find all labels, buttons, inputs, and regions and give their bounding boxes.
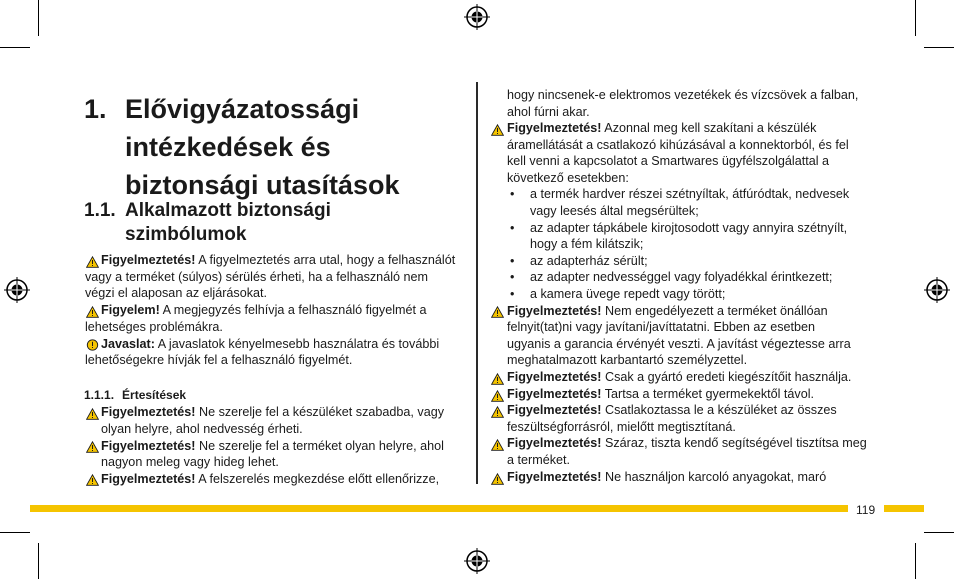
list-item: hogy a fém kilátszik; xyxy=(530,237,644,252)
registration-mark-icon xyxy=(924,277,950,303)
warning-text: Figyelmeztetés! Száraz, tiszta kendő segítségével tisztítsa meg xyxy=(507,436,867,451)
warning-text: Figyelmeztetés! Azonnal meg kell szakítani a készülék xyxy=(507,121,817,135)
crop-mark xyxy=(924,532,954,533)
warning-text: ugyanis a garancia érvényét veszti. A javítást végeztesse arra xyxy=(507,336,851,351)
crop-mark xyxy=(924,47,954,48)
warning-text: Figyelmeztetés! Csatlakoztassa le a készüléket az összes xyxy=(507,403,837,418)
warning-triangle-icon xyxy=(86,256,99,268)
warning-triangle-icon xyxy=(86,408,99,420)
warning-triangle-icon xyxy=(86,441,99,453)
warning-text: felnyit(tat)ni vagy javítani/javíttatatni. Ebben az esetben xyxy=(507,320,816,335)
bullet: • xyxy=(510,253,515,268)
warning-triangle-icon xyxy=(86,306,99,318)
column-divider xyxy=(476,82,478,484)
crop-mark xyxy=(0,47,30,48)
crop-mark xyxy=(38,543,39,579)
warning-triangle-icon xyxy=(491,390,504,402)
subsection-heading xyxy=(84,388,194,402)
page-number: 119 xyxy=(856,503,876,517)
warning-text: Figyelmeztetés! Nem engedélyezett a terméket önállóan xyxy=(507,303,828,318)
subsection-number: 1.1.1. xyxy=(84,388,115,402)
warning-text: Figyelmeztetés! Ne szerelje fel a terméket olyan helyre, ahol xyxy=(101,438,444,453)
registration-mark-icon xyxy=(4,277,30,303)
warning-text: feszültségforrásról, mielőtt megtisztítaná. xyxy=(507,419,736,434)
section-title: Alkalmazott biztonsági szimbólumok xyxy=(125,200,331,245)
registration-mark-icon xyxy=(464,548,490,574)
warning-text: Figyelmeztetés! Csak a gyártó eredeti kiegészítőit használja. xyxy=(507,370,852,384)
warning-text: Figyelmeztetés! Ne szerelje fel a készüléket szabadba, vagy xyxy=(101,405,444,419)
crop-mark xyxy=(0,532,30,533)
section-number: 1.1. xyxy=(84,200,116,221)
symbol-label: Figyelem! xyxy=(101,303,160,317)
symbol-label: Figyelmeztetés! xyxy=(101,253,196,267)
continued-text: hogy nincsenek-e elektromos vezetékek és vízcsövek a falban, xyxy=(507,88,859,102)
warning-triangle-icon xyxy=(491,124,504,136)
symbol-warning-text: Figyelmeztetés! A figyelmeztetés arra utal, hogy a felhasználót xyxy=(101,253,456,267)
warning-triangle-icon xyxy=(491,439,504,451)
warning-text: meghatalmazott karbantartó személyzettel. xyxy=(507,353,748,368)
symbol-label: Javaslat: xyxy=(101,336,155,351)
symbol-caution-text: Figyelem! A megjegyzés felhívja a felhasználó figyelmét a xyxy=(101,303,427,317)
list-item: vagy leesés által megsérültek; xyxy=(530,204,699,218)
continued-text: ahol fúrni akar. xyxy=(507,104,590,119)
warning-triangle-icon xyxy=(86,474,99,486)
crop-mark xyxy=(915,0,916,36)
crop-mark xyxy=(915,543,916,579)
exclamation-circle-icon xyxy=(86,339,99,351)
warning-text: Figyelmeztetés! A felszerelés megkezdése előtt ellenőrizze, xyxy=(101,471,440,486)
warning-text: nagyon meleg vagy hideg lehet. xyxy=(101,455,279,469)
warning-text: következő esetekben: xyxy=(507,170,629,185)
symbol-tip-text: lehetőségekre hívják fel a felhasználó figyelmét. xyxy=(85,353,353,367)
bullet: • xyxy=(510,270,515,285)
warning-text: olyan helyre, ahol nedvesség érheti. xyxy=(101,421,303,436)
bullet: • xyxy=(510,187,515,202)
bullet: • xyxy=(510,287,515,301)
warning-triangle-icon xyxy=(491,373,504,385)
warning-text: a terméket. xyxy=(507,453,570,467)
subsection-title: Értesítések xyxy=(122,388,187,402)
warning-text: áramellátását a csatlakozó kihúzásával a konnektorból, és fel xyxy=(507,137,849,152)
warning-text: Figyelmeztetés! Ne használjon karcoló anyagokat, maró xyxy=(507,469,827,484)
symbol-tip-text: Javaslat: A javaslatok kényelmesebb használatra és további xyxy=(101,336,440,351)
chapter-title: Elővigyázatossági intézkedések és biztonsági utasítások xyxy=(125,94,400,200)
symbol-warning-text: végzi el alaposan az eljárásokat. xyxy=(85,286,268,301)
symbol-caution-text: lehetséges problémákra. xyxy=(85,319,223,334)
warning-triangle-icon xyxy=(491,306,504,318)
footer-accent-bar xyxy=(884,505,924,512)
crop-mark xyxy=(38,0,39,36)
registration-mark-icon xyxy=(464,4,490,30)
warning-text: kell venni a kapcsolatot a Smartwares ügyfélszolgálattal a xyxy=(507,154,830,169)
footer-accent-bar xyxy=(30,505,848,512)
chapter-number: 1. xyxy=(84,94,107,124)
warning-text: Figyelmeztetés! Tartsa a terméket gyermekektől távol. xyxy=(507,386,815,401)
warning-triangle-icon xyxy=(491,406,504,418)
warning-triangle-icon xyxy=(491,473,504,485)
bullet: • xyxy=(510,220,515,235)
symbol-warning-text: vagy a terméket (súlyos) sérülés érheti, ha a felhasználó nem xyxy=(85,269,428,284)
